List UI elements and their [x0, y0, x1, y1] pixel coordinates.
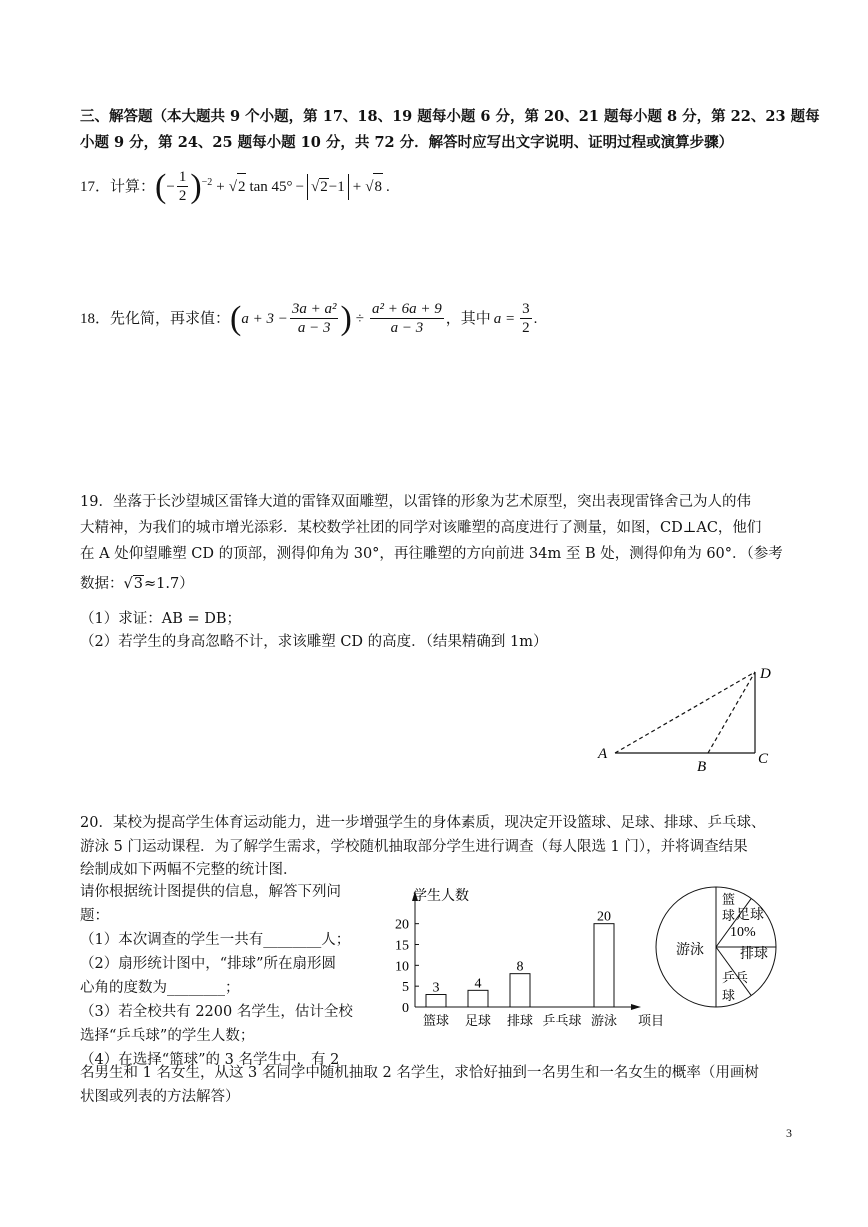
bar-chart: [380, 882, 665, 1032]
bar-data-label: 3: [432, 980, 440, 996]
bar-篮球: [426, 995, 446, 1008]
q20-line3: 绘制成如下两幅不完整的统计图．: [80, 862, 298, 878]
line-bd: [708, 672, 755, 753]
q20-line2: 游泳 5 门运动课程．为了解学生需求，学校随机抽取部分学生进行调查（每人限选 1 门），并将调查结果: [80, 839, 748, 855]
y-tick-label: 15: [395, 938, 409, 954]
line-ad: [615, 672, 755, 753]
pie-label: 足球: [736, 908, 764, 923]
q19-line3: 在 A 处仰望雕塑 CD 的顶部，测得仰角为 30°，再往雕塑的方向前进 34m 至 B 处，测得仰角为 60°．（参考: [80, 546, 783, 562]
pie-label: 排球: [740, 947, 768, 962]
q20-left-line: 请你根据统计图提供的信息，解答下列问: [80, 884, 341, 900]
q20-left-line: 心角的度数为________；: [80, 980, 240, 996]
section-heading-line2: 小题 9 分，第 24、25 题每小题 10 分，共 72 分．解答时应写出文字说明、证明过程或演算步骤）: [80, 134, 734, 151]
x-tick-label: 足球: [464, 1013, 492, 1028]
page-number: 3: [786, 1126, 792, 1140]
x-tick-label: 排球: [506, 1013, 534, 1028]
bar-足球: [468, 990, 488, 1007]
pie-label: 游泳: [676, 943, 704, 958]
question-18: 18．先化简，再求值： ( a + 3 − $\frac{\text{3a + a²}}{a - 3}$ ) ÷ $\frac{\text{a² + 6a + 9}}{a - 3}$ ，其中 a = $\frac{3}{2}$ .: [80, 299, 538, 337]
q20-left-line: （2）扇形统计图中，“排球”所在扇形圆: [80, 956, 337, 972]
q20-left-line: （3）若全校共有 2200 名学生，估计全校: [80, 1004, 353, 1020]
q20-last-line1: 名男生和 1 名女生，从这 3 名同学中随机抽取 2 名学生，求恰好抽到一名男生和一名女生的概率（用画树: [80, 1065, 759, 1081]
y-tick-label: 10: [395, 959, 409, 975]
q18-prefix: 18．先化简，再求值：: [80, 310, 231, 327]
q20-left-line: 选择“乒乓球”的学生人数；: [80, 1028, 255, 1044]
q19-triangle-figure: [590, 660, 790, 780]
label-a: A: [598, 746, 608, 762]
q19-part1: （1）求证：AB = DB；: [80, 611, 242, 627]
label-d: D: [760, 666, 771, 682]
label-b: B: [697, 759, 707, 775]
q17-fraction: $\frac{1}{2}$: [178, 169, 187, 204]
pie-chart: [650, 882, 790, 1012]
q20-left-text: [80, 880, 375, 1072]
q18-value-fraction: $\frac{3}{2}$: [522, 301, 530, 336]
q19-line4: 数据：√3≈1.7）: [80, 576, 194, 592]
y-tick-label: 0: [402, 1001, 409, 1016]
q19-part2: （2）若学生的身高忽略不计，求该雕塑 CD 的高度．（结果精确到 1m）: [80, 634, 548, 650]
q19-line2: 大精神，为我们的城市增光添彩．某校数学社团的同学对该雕塑的高度进行了测量，如图，CD⊥AC，他们: [80, 520, 762, 536]
x-tick-label: 乒乓球: [542, 1013, 582, 1028]
pie-label: 球: [722, 908, 736, 923]
x-axis-label: 项目: [638, 1013, 665, 1028]
label-c: C: [758, 751, 769, 767]
bar-data-label: 8: [516, 959, 524, 975]
q20-left-line: 题：: [80, 908, 109, 924]
x-axis-arrow: [631, 1004, 641, 1010]
bar-data-label: 4: [474, 976, 482, 992]
question-17: 17．计算： ( − $\frac{1}{2}$ ) $^{-2}$ + √ 2 tan 45° − √2−1 + √ 8 .: [80, 167, 390, 205]
pie-label: 球: [722, 988, 736, 1003]
q18-fraction-1: $\frac{\text{3a + a²}}{a - 3}$: [291, 301, 337, 336]
pie-annotation: 10%: [730, 925, 756, 940]
pie-label: 篮: [722, 892, 736, 907]
pie-label: 乒乓: [722, 970, 749, 985]
q20-last-line2: 状图或列表的方法解答）: [80, 1089, 240, 1105]
q20-line1: 20．某校为提高学生体育运动能力，进一步增强学生的身体素质，现决定开设篮球、足球、排球、乒乓球、: [80, 815, 766, 831]
section-heading-line1: 三、解答题（本大题共 9 个小题，第 17、18、19 题每小题 6 分，第 20、21 题每小题 8 分，第 22、23 题每: [80, 108, 820, 125]
x-tick-label: 篮球: [422, 1013, 450, 1028]
bar-游泳: [594, 924, 614, 1007]
q20-left-line: （1）本次调查的学生一共有________人；: [80, 932, 351, 948]
q20-left-line: （4）在选择“篮球”的 3 名学生中，有 2: [80, 1052, 340, 1068]
bar-排球: [510, 974, 530, 1007]
x-tick-label: 游泳: [590, 1013, 618, 1028]
y-tick-label: 5: [402, 980, 409, 996]
y-axis-label: 学生人数: [413, 889, 469, 904]
q17-prefix: 17．计算：: [80, 178, 156, 195]
y-tick-label: 20: [395, 917, 409, 933]
q18-fraction-2: $\frac{\text{a² + 6a + 9}}{a - 3}$: [372, 301, 442, 336]
q19-line1: 19．坐落于长沙望城区雷锋大道的雷锋双面雕塑，以雷锋的形象为艺术原型，突出表现雷锋舍己为人的伟: [80, 494, 751, 510]
bar-data-label: 20: [597, 909, 611, 925]
